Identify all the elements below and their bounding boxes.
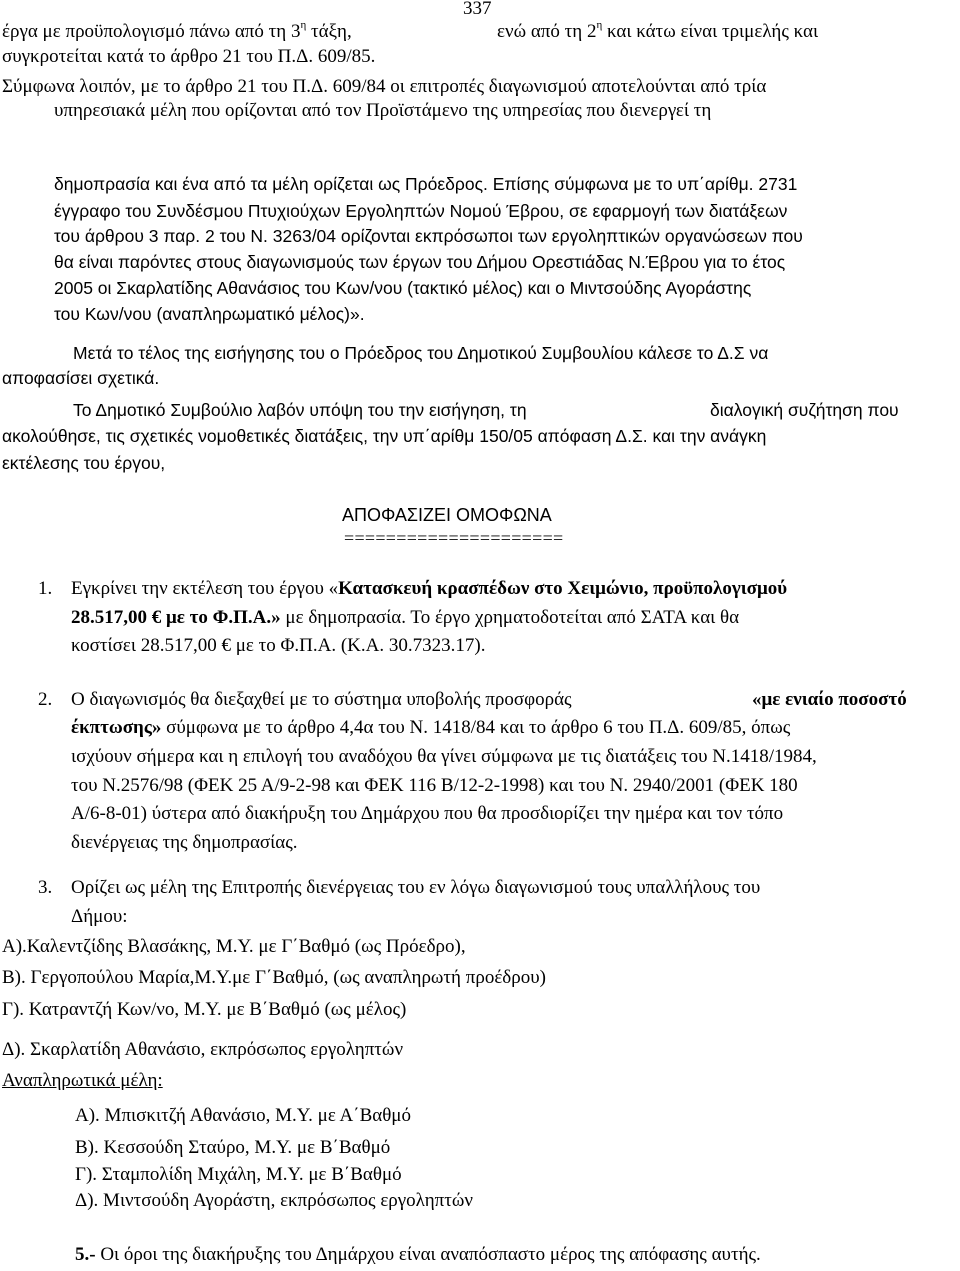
intro-line-4: υπηρεσιακά μέλη που ορίζονται από τον Προϊστάμενο της υπηρεσίας που διενεργεί τη (54, 100, 712, 121)
alternate-item: Α). Μπισκιτζή Αθανάσιο, Μ.Υ. με Α΄Βαθμό (75, 1105, 411, 1126)
alternates-heading: Αναπληρωτικά μέλη: (2, 1070, 163, 1091)
member-item: Α).Καλεντζίδης Βλασάκης, Μ.Υ. με Γ΄Βαθμό (ως Πρόεδρο), (2, 936, 466, 957)
item3-number: 3. (38, 877, 53, 898)
intro-line-1b: τάξη, (306, 21, 352, 42)
item2-line-1a: Ο διαγωνισμός θα διεξαχθεί με το σύστημα υποβολής προσφοράς (71, 689, 572, 710)
quote-line-1-text: δημοπρασία και ένα από τα μέλη ορίζεται ως Πρόεδρος. Επίσης σύμφωνα με το υπ΄αρίθμ. 2731 (54, 174, 798, 194)
item3-line-1: Ορίζει ως μέλη της Επιτροπής διενέργειας του εν λόγω διαγωνισμού τους υπαλλήλους του (71, 877, 761, 898)
alternate-item: Β). Κεσσούδη Σταύρο, Μ.Υ. με Β΄Βαθμό (75, 1137, 391, 1158)
quote-line-5: 2005 οι Σκαρλατίδης Αθανάσιος του Κων/νου (τακτικό μέλος) και ο Μιντσούδης Αγοράστης (54, 278, 752, 298)
intro-line-2: συγκροτείται κατά το άρθρο 21 του Π.Δ. 609/85. (2, 46, 376, 67)
item2-line-2a: έκπτωσης» (71, 717, 162, 738)
item5-text: Οι όροι της διακήρυξης του Δημάρχου είναι αναπόσπαστο μέρος της απόφασης αυτής. (95, 1244, 761, 1265)
para1-line-1: Μετά το τέλος της εισήγησης του ο Πρόεδρος του Δημοτικού Συμβουλίου κάλεσε το Δ.Σ να (73, 343, 769, 363)
para2-line-3: εκτέλεσης του έργου, (2, 453, 166, 473)
para2-line-2: ακολούθησε, τις σχετικές νομοθετικές διατάξεις, την υπ΄αρίθμ 150/05 απόφαση Δ.Σ. και την ανάγκη (2, 426, 767, 446)
item2-line-2 (71, 716, 790, 740)
item2-line-3: ισχύουν σήμερα και η επιλογή του αναδόχου θα γίνει σύμφωνα με τις διατάξεις του Ν.1418/1984, (71, 746, 817, 767)
item2-line-5: Α/6-8-01) ύστερα από διακήρυξη του Δημάρχου που θα προσδιορίζει την ημέρα και τον τόπο (71, 803, 784, 824)
intro-line-3: Σύμφωνα λοιπόν, με το άρθρο 21 του Π.Δ. 609/84 οι επιτροπές διαγωνισμού αποτελούνται από τρία (2, 76, 767, 97)
decision-underline-rule: ===================== (344, 528, 564, 548)
para1-line-2: αποφασίσει σχετικά. (2, 368, 160, 388)
item1-line-2 (71, 606, 739, 630)
alternate-item: Δ). Μιντσούδη Αγοράστη, εκπρόσωπος εργοληπτών (75, 1190, 473, 1211)
item2-line-6: διενέργειας της δημοπρασίας. (71, 832, 298, 853)
item5-line (75, 1243, 761, 1267)
item3-line-2: Δήμου: (71, 906, 128, 927)
item1-line-1a: Εγκρίνει την εκτέλεση του έργου « (71, 578, 339, 599)
member-item: Γ). Κατραντζή Κων/νο, Μ.Υ. με Β΄Βαθμό (ως μέλος) (2, 999, 407, 1020)
quote-line-1 (54, 172, 958, 196)
item1-line-3: κοστίσει 28.517,00 € με το Φ.Π.Α. (Κ.Α. 30.7323.17). (71, 635, 486, 656)
item1-line-2b: με δημοπρασία. Το έργο χρηματοδοτείται από ΣΑΤΑ και θα (280, 607, 740, 628)
intro-line-1-right (497, 20, 818, 44)
item1-line-1b: Κατασκευή κρασπέδων στο Χειμώνιο, προϋπολογισμού (338, 578, 788, 599)
ordinal-sup: η (300, 18, 307, 31)
quote-line-4: θα είναι παρόντες στους διαγωνισμούς των έργων του Δήμου Ορεστιάδας Ν.Έβρου για το έτος (54, 252, 786, 272)
quote-line-6: του Κων/νου (αναπληρωματικό μέλος)». (54, 304, 365, 324)
item2-line-1b: «με ενιαίο ποσοστό (752, 689, 907, 710)
item5-number: 5.- (75, 1244, 96, 1265)
item2-line-4: του Ν.2576/98 (ΦΕΚ 25 Α/9-2-98 και ΦΕΚ 116 Β/12-2-1998) και του Ν. 2940/2001 (ΦΕΚ 180 (71, 775, 798, 796)
page-number: 337 (463, 0, 492, 19)
member-item: Δ). Σκαρλατίδη Αθανάσιο, εκπρόσωπος εργοληπτών (2, 1039, 404, 1060)
intro-line-1 (2, 20, 956, 44)
intro-line-1d: και κάτω είναι τριμελής και (602, 21, 819, 42)
item1-number: 1. (38, 578, 53, 599)
item2-line-2b: σύμφωνα με το άρθρο 4,4α του Ν. 1418/84 και το άρθρο 6 του Π.Δ. 609/85, όπως (161, 717, 791, 738)
quote-line-2: έγγραφο του Συνδέσμου Πτυχιούχων Εργοληπτών Νομού Έβρου, σε εφαρμογή των διατάξεων (54, 201, 788, 221)
quote-line-3: του άρθρου 3 παρ. 2 του Ν. 3263/04 ορίζονται εκπρόσωποι των εργοληπτικών οργανώσεων που (54, 226, 803, 246)
decision-heading: ΑΠΟΦΑΣΙΖΕΙ ΟΜΟΦΩΝΑ (342, 505, 552, 525)
ordinal-sup: η (596, 18, 603, 31)
alternate-item: Γ). Σταμπολίδη Μιχάλη, Μ.Υ. με Β΄Βαθμό (75, 1164, 402, 1185)
item1-line-2a: 28.517,00 € με το Φ.Π.Α.» (71, 607, 281, 628)
intro-line-1a: έργα με προϋπολογισμό πάνω από τη 3 (2, 21, 301, 42)
para2-line-1b: διαλογική συζήτηση που (710, 400, 899, 420)
member-item: Β). Γεργοπούλου Μαρία,Μ.Υ.με Γ΄Βαθμό, (ως αναπληρωτή προέδρου) (2, 967, 546, 988)
para2-line-1a: Το Δημοτικό Συμβούλιο λαβόν υπόψη του την εισήγηση, τη (73, 400, 527, 420)
item1-line-1 (71, 577, 787, 601)
intro-line-1c: ενώ από τη 2 (497, 21, 597, 42)
item2-number: 2. (38, 689, 53, 710)
